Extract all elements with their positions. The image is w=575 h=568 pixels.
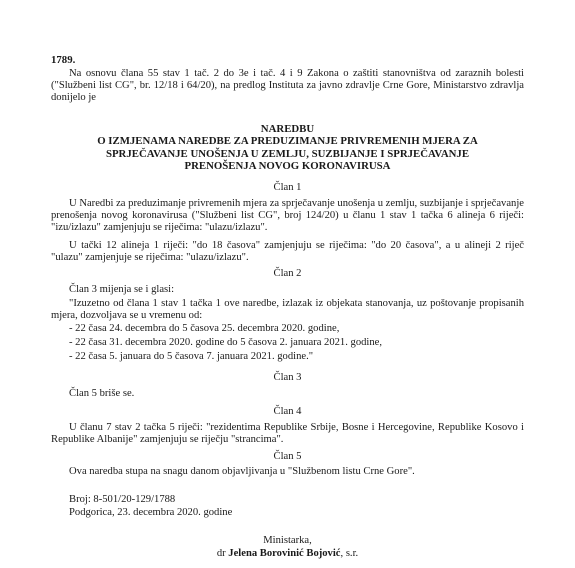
signature-name — [51, 548, 524, 560]
signature-suffix: , s.r. — [340, 548, 359, 559]
article-2-quote: "Izuzetno od člana 1 stav 1 tačka 1 ove naredbe, izlazak iz objekata stanovanja, uz poštovanje propisanih mjera, dozvoljava se u vremenu od: — [51, 298, 524, 322]
intro-paragraph: Na osnovu člana 55 stav 1 tač. 2 do 3e i tač. 4 i 9 Zakona o zaštiti stanovništva od zaraznih bolesti ("Službeni list CG", br. 12/18 i 64/20), na predlog Instituta za javno zdravlje Crne Gore, Ministarstvo zdravlja donijelo je — [51, 68, 524, 104]
list-item: - 22 časa 24. decembra do 5 časova 25. decembra 2020. godine, — [69, 323, 340, 334]
document-number: 1789. — [51, 54, 76, 66]
title-line: NAREDBU — [260, 123, 315, 135]
article-4-text: U članu 7 stav 2 tačka 5 riječi: "rezidentima Republike Srbije, Bosne i Hercegovine, Republike Kosovo i Republike Albanije" zamjenjuju se riječju "strancima". — [51, 422, 524, 446]
signatory-name: Jelena Borovinić Bojović — [228, 548, 341, 559]
article-5-heading: Član 5 — [273, 451, 302, 462]
place-date: Podgorica, 23. decembra 2020. godine — [69, 507, 233, 518]
article-2-intro-line: Član 3 mijenja se i glasi: — [69, 284, 175, 295]
title-line: SPRJEČAVANJE UNOŠENJA U ZEMLJU, SUZBIJANJE I SPRJEČAVANJE — [105, 147, 470, 160]
reference-number: Broj: 8-501/20-129/1788 — [69, 494, 176, 505]
title-line: O IZMJENAMA NAREDBE ZA PREDUZIMANJE PRIVREMENIH MJERA ZA — [97, 135, 478, 148]
article-3-text: Član 5 briše se. — [69, 388, 135, 399]
article-1-paragraph-1: U Naredbi za preduzimanje privremenih mjera za sprječavanje unošenja u zemlju, suzbijanje i sprječavanje prenošenja novog koronavirusa ("Službeni list CG", broj 124/20) u članu 1 stav 1 tačka 6 alineja 6 riječi: "izu/izlazu" zamjenjuju se riječima: "ulazu/izlazu". — [51, 198, 524, 234]
article-2-heading: Član 2 — [273, 268, 302, 279]
article-3-heading: Član 3 — [273, 372, 302, 383]
title-line: PRENOŠENJA NOVOG KORONAVIRUSA — [184, 160, 391, 173]
list-item: - 22 časa 5. januara do 5 časova 7. januara 2021. godine." — [69, 351, 314, 362]
document-title — [51, 123, 524, 173]
article-5-text: Ova naredba stupa na snagu danom objavljivanja u "Službenom listu Crne Gore". — [69, 466, 415, 477]
article-4-heading: Član 4 — [273, 406, 302, 417]
signature-title: Ministarka, — [263, 535, 312, 546]
article-1-heading: Član 1 — [273, 182, 302, 193]
list-item: - 22 časa 31. decembra 2020. godine do 5 časova 2. januara 2021. godine, — [69, 337, 383, 348]
article-1-paragraph-2: U tački 12 alineja 1 riječi: "do 18 časova" zamjenjuju se riječima: "do 20 časova", a u alineji 2 riječ "ulazu" zamjenjuje se riječima: "ulazu/izlazu". — [51, 240, 524, 264]
signature-prefix: dr — [216, 548, 229, 559]
